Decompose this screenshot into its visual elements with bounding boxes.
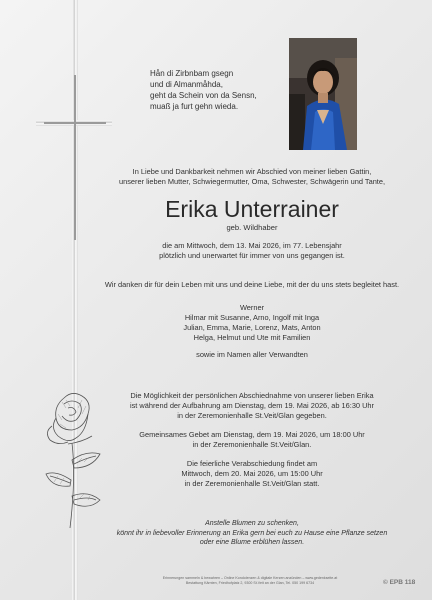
intro-line: In Liebe und Dankbarkeit nehmen wir Abschied von meiner lieben Gattin, <box>132 167 372 176</box>
intro-line: unserer lieben Mutter, Schwiegermutter, Oma, Schwester, Schwägerin und Tante, <box>118 177 386 186</box>
thanks-text: Wir danken dir für dein Leben mit uns und deine Liebe, mit der du uns stets begleitet hast. <box>104 280 400 289</box>
funeral-line: Mittwoch, dem 20. Mai 2026, um 15:00 Uhr <box>181 469 323 478</box>
farewell-line: in der Zeremonienhalle St.Veit/Glan gegeben. <box>177 411 327 420</box>
footer <box>100 576 400 586</box>
flowers-request <box>82 519 422 548</box>
cross-line-vertical <box>74 75 76 240</box>
deceased-name: Erika Unterrainer <box>165 196 339 222</box>
farewell-line: ist während der Aufbahrung am Dienstag, dem 19. Mai 2026, ab 16:30 Uhr <box>129 401 375 410</box>
publisher-logo: © EPB 118 <box>383 579 416 586</box>
footer-line: Erinnerungen sammeln & bewahren – Online Kondolenzen & digitale Kerzen anzünden – www.gedenkseite.at <box>162 576 338 580</box>
mourners-line: Hilmar mit Susanne, Arno, Ingolf mit Inga <box>184 313 320 322</box>
flowers-line: Anstelle Blumen zu schenken, <box>205 520 299 527</box>
death-line: plötzlich und unerwartet für immer von uns gegangen ist. <box>159 251 345 260</box>
birth-name: geb. Wildhaber <box>226 223 278 232</box>
death-line: die am Mittwoch, dem 13. Mai 2026, im 77. Lebensjahr <box>162 241 342 250</box>
cross-line-horizontal <box>44 122 106 124</box>
funeral-line: in der Zeremonienhalle St.Veit/Glan statt. <box>184 479 320 488</box>
intro-text <box>82 167 422 187</box>
funeral-info <box>82 459 422 489</box>
poem-line: und di Almanmåhda, <box>150 80 223 89</box>
mourners-list <box>82 303 422 343</box>
farewell-line: Die Möglichkeit der persönlichen Abschiednahme von unserer lieben Erika <box>130 391 374 400</box>
farewell-info <box>82 391 422 421</box>
prayer-info <box>82 430 422 450</box>
death-notice <box>82 241 422 261</box>
funeral-line: Die feierliche Verabschiedung findet am <box>186 459 318 468</box>
poem-line: muaß ja furt gehn wieda. <box>150 102 239 111</box>
flowers-line: könnt ihr in liebevoller Erinnerung an Erika gern bei euch zu Hause eine Pflanze setzen <box>116 529 388 537</box>
prayer-line: Gemeinsames Gebet am Dienstag, dem 19. Mai 2026, um 18:00 Uhr <box>139 430 365 439</box>
poem-line: geht da Schein von da Sensn, <box>150 91 257 100</box>
mourners-line: Julian, Emma, Marie, Lorenz, Mats, Anton <box>183 323 321 332</box>
portrait-photo <box>289 38 357 150</box>
mourners-line: Werner <box>239 303 265 312</box>
mourners-line: Helga, Helmut und Ute mit Familien <box>193 333 311 342</box>
prayer-line: in der Zeremonienhalle St.Veit/Glan. <box>192 440 312 449</box>
poem <box>150 68 257 112</box>
rose-drawing <box>42 388 114 538</box>
relatives-text: sowie im Namen aller Verwandten <box>196 350 308 359</box>
flowers-line: oder eine Blume erblühen lassen. <box>199 539 305 547</box>
footer-line: Bestattung Kärnten, Friedhofplatz 2, 9300 St.Veit an der Glan, Tel. 050 199 6734 <box>185 581 315 585</box>
poem-line: Hån di Zirbnbam gsegn <box>150 69 234 78</box>
